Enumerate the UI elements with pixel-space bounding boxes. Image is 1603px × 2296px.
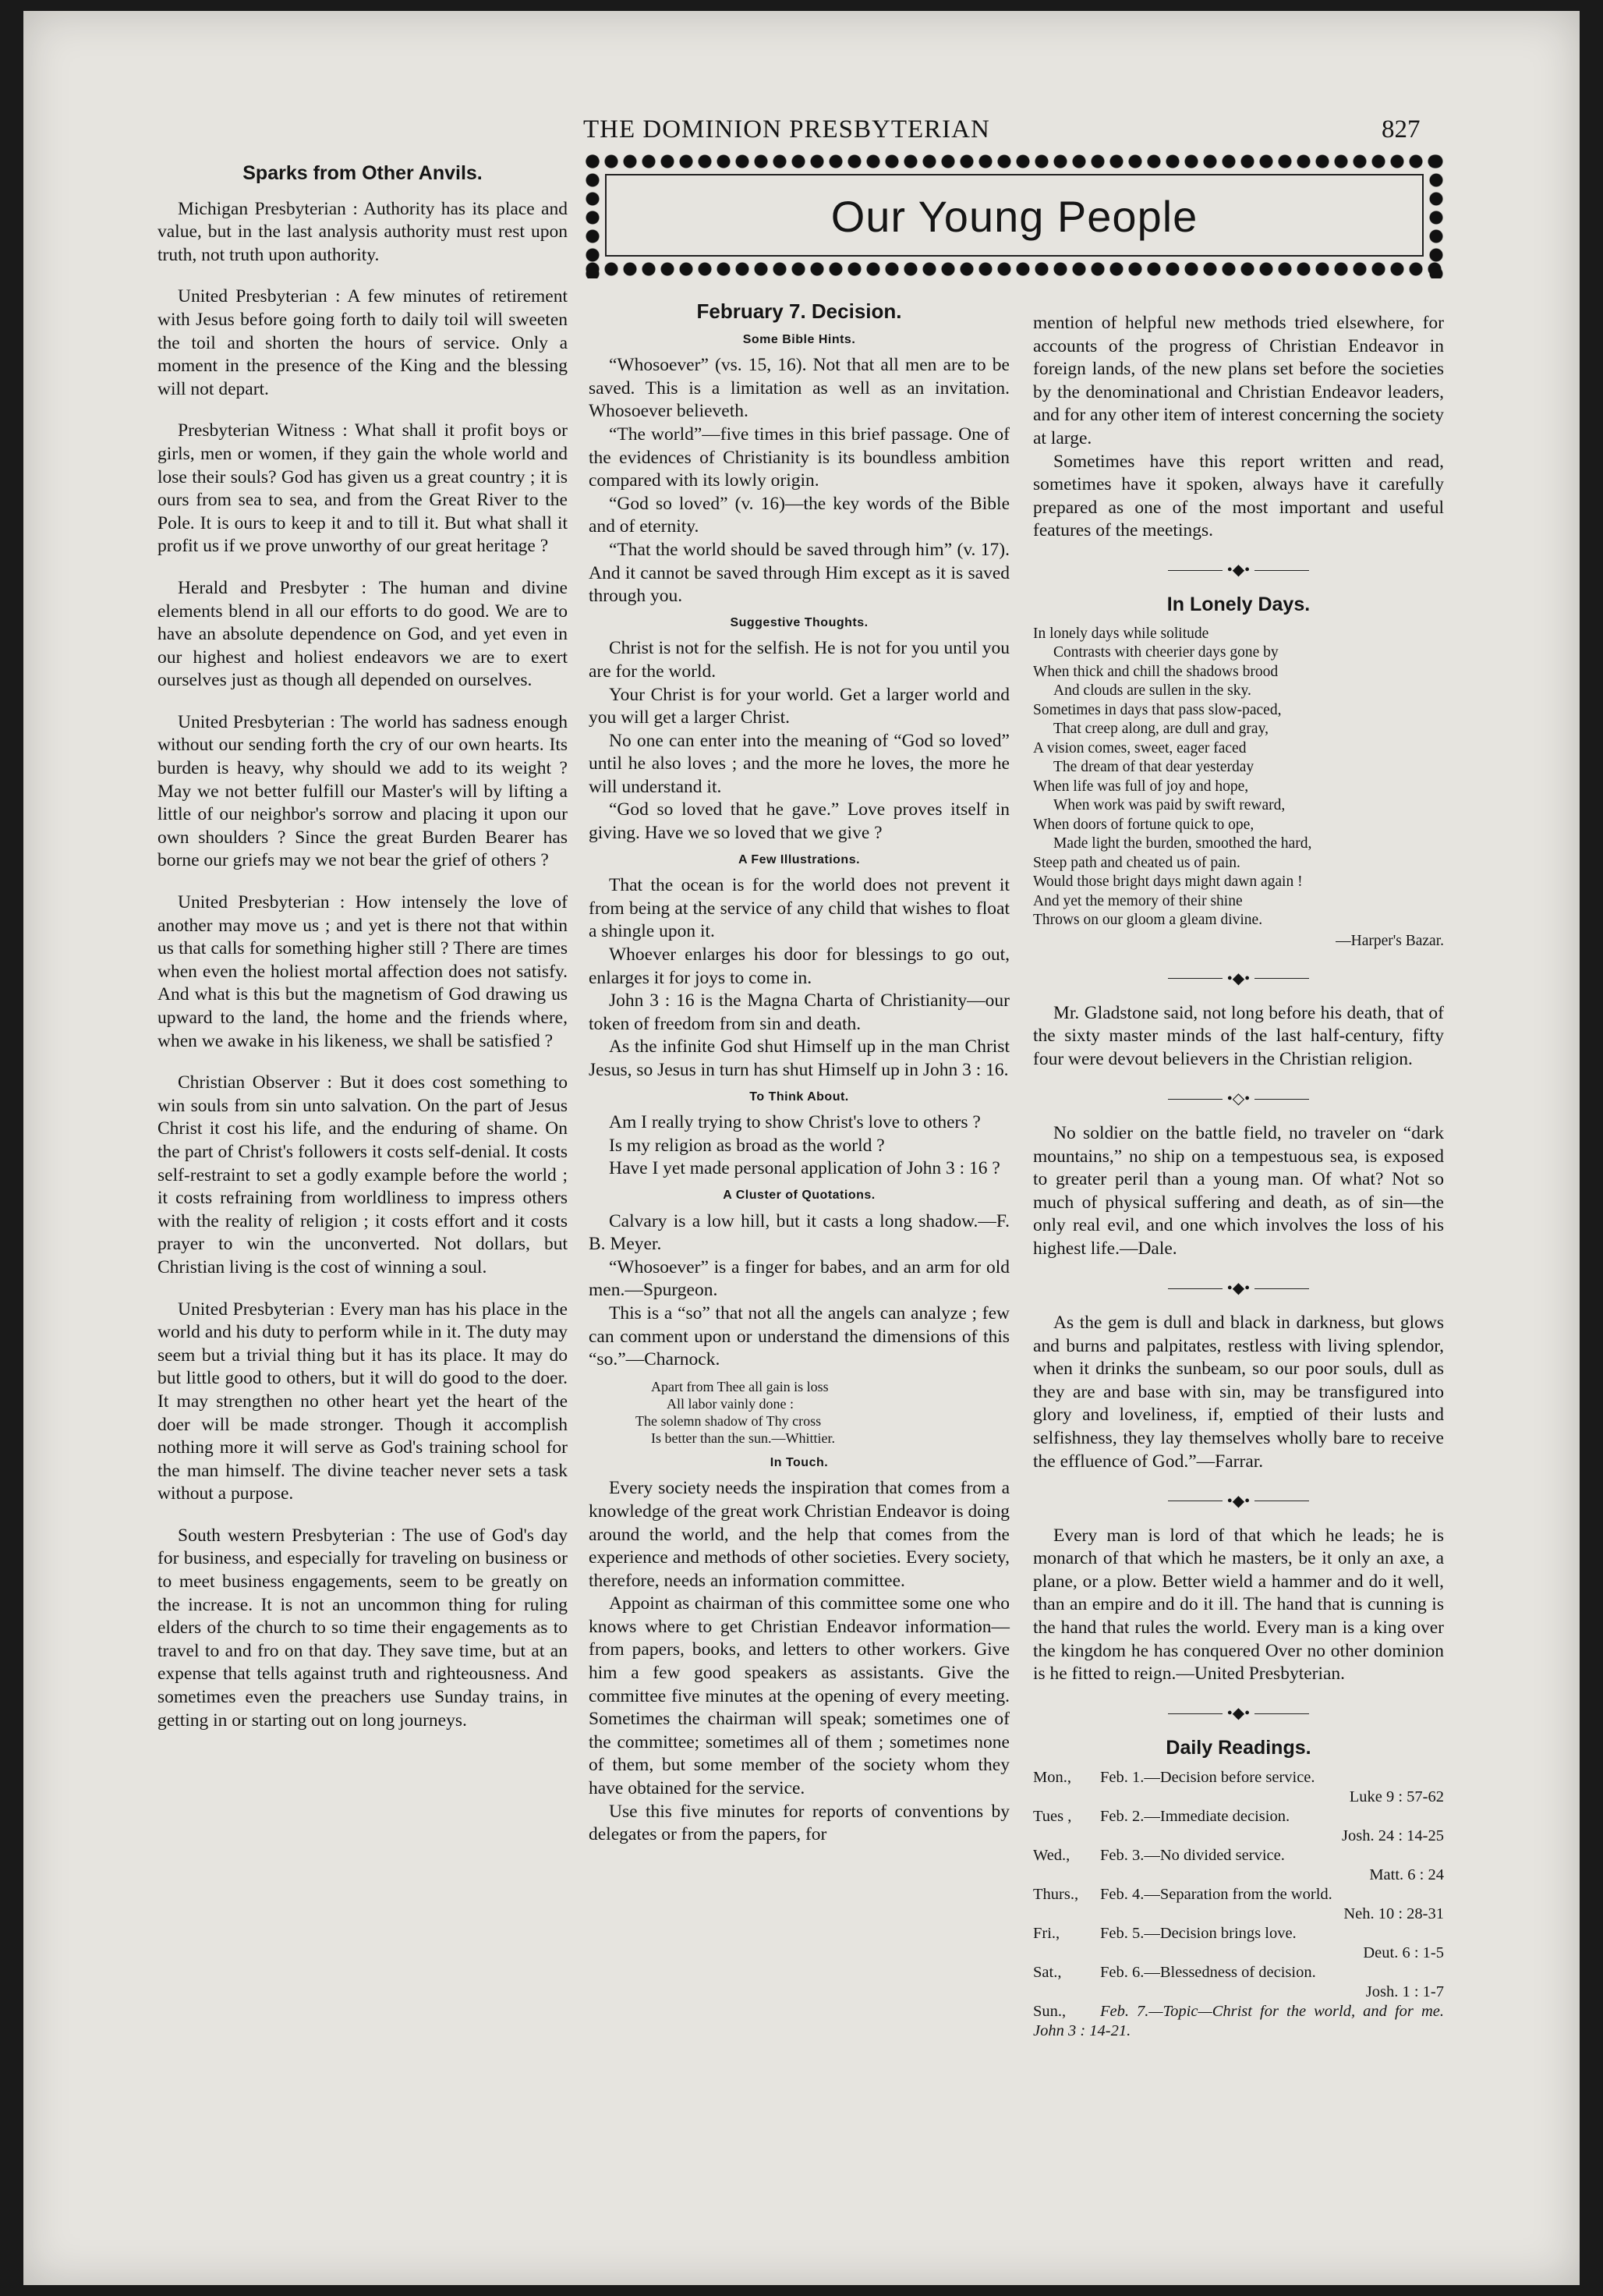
paragraph: “Whosoever” (vs. 15, 16). Not that all men are to be saved. This is a limitation as well as an invitation. Whosoever believeth.: [589, 355, 1010, 422]
paragraph: mention of helpful new methods tried elsewhere, for accounts of the progress of Christian Endeavor in foreign lands, of the new plans set before the societies by the denominational and Christian Endeavor leaders, and for any other item of interest concerning the society at large.: [1033, 313, 1444, 448]
reading-day: Wed.,: [1033, 1846, 1070, 1864]
poem-line: When thick and chill the shadows brood: [1033, 663, 1279, 680]
reading-row: [1033, 1885, 1444, 1904]
page-number: 827: [1382, 115, 1421, 144]
paragraph: “That the world should be saved through him” (v. 17). And it cannot be saved through Him except as it is saved through you.: [589, 539, 1010, 607]
spark-item: South western Presbyterian : The use of God's day for business, and especially for traveling on business or to meet business engagements, seem to be greatly on the increase. It is not an uncommon thing for ruling elders of the church to so time their engagements as to travel to and fro on that day. They save time, but at an expense that tells against truth and righteousness. And sometimes even the preachers use Sunday trains, in getting in or starting out on long journeys.: [157, 1525, 568, 1731]
reading-row: [1033, 2002, 1444, 2041]
reading-text: Feb. 4.—Separation from the world.: [1100, 1885, 1332, 1903]
reading-ref: Matt. 6 : 24: [1369, 1866, 1444, 1883]
paragraph: Appoint as chairman of this committee some one who knows where to get Christian Endeavor information—from papers, books, and letters to other workers. Give him a few good speakers as assistants. Give the committee five minutes at the opening of every meeting. Sometimes the chairman will speak; sometimes one of the committee; sometimes all of them ; sometimes none of them, but some member of the society whom they have obtained for the service.: [589, 1593, 1010, 1799]
paragraph: “God so loved that he gave.” Love proves itself in giving. Have we so loved that we give ?: [589, 799, 1010, 844]
paragraph: Christ is not for the selfish. He is not for you until you are for the world.: [589, 638, 1010, 682]
spark-item: Christian Observer : But it does cost something to win souls from sin unto salvation. On the part of Jesus Christ it cost his life, and the enduring of shame. On the part of Christ's followers it costs self-denial. It costs self-restraint to set a godly example before the world ; it costs refraining from worldliness to impress others with the reality of religion ; it costs effort and it costs prayer to win the unconverted. Not dollars, but Christian living is the cost of winning a soul.: [157, 1072, 568, 1277]
reading-day: Thurs.,: [1033, 1885, 1079, 1903]
paragraph: Use this five minutes for reports of conventions by delegates or from the papers, for: [589, 1801, 1010, 1845]
poem-credit: —Harper's Bazar.: [1336, 932, 1444, 949]
reading-day: Sat.,: [1033, 1963, 1062, 1981]
touch-heading: In Touch.: [770, 1455, 829, 1469]
paragraph: “The world”—five times in this brief passage. One of the evidences of Christianity is its boundless ambition compared with its lowly origin.: [589, 423, 1010, 491]
suggestive-heading: Suggestive Thoughts.: [730, 615, 869, 629]
spark-item: United Presbyterian : A few minutes of retirement with Jesus before going forth to daily toil will sweeten the toil and shorten the hours of service. Only a moment in the presence of the King and the blessing will not depart.: [157, 286, 568, 399]
paragraph: No soldier on the battle field, no traveler on “dark mountains,” no ship on a tempestuous sea, is exposed to greater peril than a young man. Of what? Not so much of physical suffering and death, as of sin—the only real evil, and one which involves the loss of his highest life.—Dale.: [1033, 1123, 1444, 1259]
poem-line: The dream of that dear yesterday: [1053, 759, 1254, 776]
paragraph: No one can enter into the meaning of “God so loved” until he also loves ; and the more he loves, the more he will understand it.: [589, 730, 1010, 797]
reading-day: Sun.,: [1033, 2002, 1067, 2020]
spark-item: United Presbyterian : How intensely the love of another may move us ; and yet is there not that within us that calls for something higher still ? There are times when even the holiest mortal affection does not satisfy. And what is this but the magnetism of God drawing us upward to the land, the home and the friends where, when we awake in his likeness, we shall be satisfied ?: [157, 892, 568, 1051]
paragraph: “God so loved” (v. 16)—the key words of the Bible and of eternity.: [589, 493, 1010, 537]
poem-line: Throws on our gloom a gleam divine.: [1033, 912, 1263, 929]
paragraph: John 3 : 16 is the Magna Charta of Christianity—our token of freedom from sin and death.: [589, 990, 1010, 1034]
lonely-days-poem: [1033, 625, 1444, 951]
paragraph: That the ocean is for the world does not prevent it from being at the service of any child that wishes to float a shingle upon it.: [589, 875, 1010, 942]
reading-text: Feb. 3.—No divided service.: [1100, 1846, 1285, 1864]
reading-day: Tues ,: [1033, 1807, 1072, 1825]
poem-line: Steep path and cheated us of pain.: [1033, 854, 1240, 871]
reading-text: Feb. 7.—Topic—Christ for the world, and for me. John 3 : 14-21.: [1033, 2002, 1444, 2039]
ornament-divider: •◆•: [1033, 1492, 1444, 1508]
reading-day: Fri.,: [1033, 1924, 1060, 1942]
paragraph: Every society needs the inspiration that comes from a knowledge of the great work Christian Endeavor is doing around the world, and the help that comes from the experience and methods of other societies. Every society, therefore, needs an information committee.: [589, 1478, 1010, 1591]
paragraph: Have I yet made personal application of John 3 : 16 ?: [609, 1158, 1000, 1179]
think-heading: To Think About.: [749, 1090, 849, 1104]
paragraph: Am I really trying to show Christ's love to others ?: [609, 1112, 981, 1133]
poem-line: Made light the burden, smoothed the hard,: [1053, 835, 1312, 852]
ornament-divider: •◆•: [1033, 1705, 1444, 1721]
poem-line: Sometimes in days that pass slow-paced,: [1033, 701, 1282, 718]
poem-line: And yet the memory of their shine: [1033, 892, 1243, 909]
paragraph: Is my religion as broad as the world ?: [609, 1135, 885, 1156]
spark-item: Herald and Presbyter : The human and divine elements blend in all our efforts to do good. We are to have an absolute dependence on God, and yet even in our highest and holiest endeavors we are to exert ourselves just as though all depended on ourselves.: [157, 577, 568, 691]
ornament-divider: •◆•: [1033, 1280, 1444, 1296]
daily-readings-heading: Daily Readings.: [1166, 1737, 1311, 1759]
reading-ref: Deut. 6 : 1-5: [1363, 1943, 1444, 1961]
ornament-divider: •◆•: [1033, 969, 1444, 986]
paragraph: Calvary is a low hill, but it casts a long shadow.—F. B. Meyer.: [589, 1210, 1010, 1255]
spark-item: United Presbyterian : Every man has his place in the world and his duty to perform while in it. The duty may seem but a trivial thing but it has its place. It may do but little good to others, but it will do good to the doer. It may strengthen no other heart yet the heart of the doer will be made stronger. Though it accomplish nothing more it will serve as God's training school for the man himself. The divine teacher never sets a task without a purpose.: [157, 1299, 568, 1504]
reading-ref: Luke 9 : 57-62: [1349, 1788, 1444, 1805]
reading-ref: Josh. 1 : 1-7: [1365, 1982, 1444, 2000]
reading-row: [1033, 1924, 1444, 1943]
banner-title: Our Young People: [830, 192, 1198, 241]
right-column: [1033, 312, 1444, 2041]
section-banner: [583, 152, 1446, 278]
poem-line: When work was paid by swift reward,: [1053, 797, 1286, 814]
spark-item: Michigan Presbyterian : Authority has its place and value, but in the last analysis authority must rest upon truth, not truth upon authority.: [157, 198, 568, 265]
running-title: THE DOMINION PRESBYTERIAN: [583, 115, 990, 144]
poem-line: A vision comes, sweet, eager faced: [1033, 739, 1247, 756]
paragraph: This is a “so” that not all the angels can analyze ; few can comment upon or understand the dimensions of this “so.”—Charnock.: [589, 1302, 1010, 1370]
poem-line: That creep along, are dull and gray,: [1053, 721, 1269, 738]
quotations-heading: A Cluster of Quotations.: [723, 1188, 876, 1202]
paragraph: Sometimes have this report written and read, sometimes have it spoken, always have it carefully prepared as one of the most important and useful features of the meetings.: [1033, 451, 1444, 541]
reading-day: Mon.,: [1033, 1768, 1071, 1786]
reading-row: [1033, 1963, 1444, 1982]
poem-line: Would those bright days might dawn again !: [1033, 873, 1303, 891]
page-header: [0, 115, 1603, 147]
reading-row: [1033, 1768, 1444, 1788]
reading-ref: Neh. 10 : 28-31: [1343, 1904, 1444, 1922]
verse-line: The solemn shadow of Thy cross: [635, 1412, 822, 1429]
verse-line: All labor vainly done :: [667, 1395, 794, 1412]
daily-readings: [1033, 1768, 1444, 2041]
illustrations-heading: A Few Illustrations.: [738, 852, 861, 866]
poem-line: And clouds are sullen in the sky.: [1053, 682, 1251, 700]
reading-text: Feb. 2.—Immediate decision.: [1100, 1807, 1290, 1825]
reading-row: [1033, 1846, 1444, 1866]
reading-ref: Josh. 24 : 14-25: [1342, 1827, 1444, 1844]
verse-line: Apart from Thee all gain is loss: [651, 1378, 829, 1394]
paragraph: As the infinite God shut Himself up in the man Christ Jesus, so Jesus in turn has shut Himself up in John 3 : 16.: [589, 1036, 1010, 1080]
banner-dot-border: [583, 152, 1446, 171]
paragraph: As the gem is dull and black in darkness, but glows and burns and palpitates, restless with living splendor, when it drinks the sunbeam, so our poor souls, dull as they are and base with sin, may be transfigured into glory and loveliness, if, emptied of their lusts and selfishness, they lay themselves wholly bare to receive the effluence of God.”—Farrar.: [1033, 1313, 1444, 1472]
whittier-verse: [589, 1378, 1010, 1447]
ornament-divider: •◆•: [1033, 562, 1444, 578]
poem-line: Contrasts with cheerier days gone by: [1053, 644, 1279, 661]
banner-dot-border: [583, 260, 1446, 278]
topic-column: [589, 300, 1010, 1847]
reading-row: [1033, 1807, 1444, 1827]
poem-line: When doors of fortune quick to ope,: [1033, 816, 1254, 833]
paragraph: “Whosoever” is a finger for babes, and an arm for old men.—Spurgeon.: [589, 1256, 1010, 1301]
verse-line: Is better than the sun.—Whittier.: [651, 1430, 835, 1446]
lonely-days-heading: In Lonely Days.: [1166, 593, 1311, 616]
spark-item: United Presbyterian : The world has sadness enough without our sending forth the cry of our own hearts. Its burden is heavy, why should we add to its weight ? May we not better fulfill our Master's will by lifting a little of our neighbor's sorrow and placing it upon our own shoulders ? Since the great Burden Bearer has borne our griefs may we not bear the grief of others ?: [157, 711, 568, 871]
bible-hints-heading: Some Bible Hints.: [742, 332, 856, 346]
ornament-divider: •◇•: [1033, 1090, 1444, 1107]
poem-line: When life was full of joy and hope,: [1033, 778, 1249, 795]
spark-item: Presbyterian Witness : What shall it profit boys or girls, men or women, if they gain the whole world and lose their souls? God has given us a great country ; it is ours from sea to sea, and from the Great River to the Pole. It is ours to keep it and to till it. But what shall it profit us if we prove unworthy of our great heritage ?: [157, 420, 568, 557]
reading-text: Feb. 1.—Decision before service.: [1100, 1768, 1315, 1786]
paragraph: Every man is lord of that which he leads; he is monarch of that which he masters, be it only an axe, a plane, or a plow. Better wield a hammer and do it well, than an empire and do it ill. The hand that is cunning is the hand that rules the world. Every man is a king over the kingdom he has conquered Over no other dominion is he fitted to reign.—United Presbyterian.: [1033, 1525, 1444, 1685]
sparks-column: [157, 162, 568, 1751]
reading-text: Feb. 5.—Decision brings love.: [1100, 1924, 1297, 1942]
poem-line: In lonely days while solitude: [1033, 625, 1209, 642]
paragraph: Your Christ is for your world. Get a larger world and you will get a larger Christ.: [589, 684, 1010, 728]
paragraph: Whoever enlarges his door for blessings to go out, enlarges it for joys to come in.: [589, 944, 1010, 988]
reading-text: Feb. 6.—Blessedness of decision.: [1100, 1963, 1316, 1981]
sparks-heading: Sparks from Other Anvils.: [242, 162, 483, 184]
paragraph: Mr. Gladstone said, not long before his death, that of the sixty master minds of the last half-century, fifty four were devout believers in the Christian religion.: [1033, 1002, 1444, 1070]
topic-heading: February 7. Decision.: [696, 299, 902, 323]
